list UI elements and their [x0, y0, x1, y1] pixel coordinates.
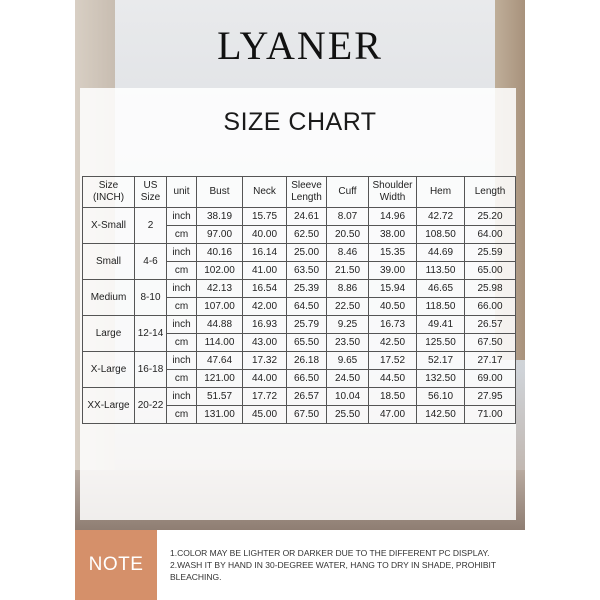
measurement-cell: 47.64	[197, 352, 243, 370]
measurement-cell: 24.50	[327, 370, 369, 388]
measurement-cell: 40.50	[369, 298, 417, 316]
us-size-value: 4-6	[135, 244, 167, 280]
measurement-cell: 9.25	[327, 316, 369, 334]
measurement-cell: 8.46	[327, 244, 369, 262]
measurement-cell: 97.00	[197, 226, 243, 244]
measurement-cell: 25.79	[287, 316, 327, 334]
header-shoulder-width: Shoulder Width	[369, 177, 417, 208]
header-neck: Neck	[243, 177, 287, 208]
measurement-cell: 44.69	[417, 244, 465, 262]
measurement-cell: 16.54	[243, 280, 287, 298]
unit-label: cm	[167, 262, 197, 280]
measurement-cell: 25.50	[327, 406, 369, 424]
measurement-cell: 46.65	[417, 280, 465, 298]
measurement-cell: 40.00	[243, 226, 287, 244]
measurement-cell: 38.00	[369, 226, 417, 244]
us-size-value: 16-18	[135, 352, 167, 388]
header-unit: unit	[167, 177, 197, 208]
unit-label: inch	[167, 388, 197, 406]
size-label: X-Small	[83, 208, 135, 244]
unit-label: cm	[167, 226, 197, 244]
measurement-cell: 17.32	[243, 352, 287, 370]
measurement-cell: 27.17	[465, 352, 516, 370]
measurement-cell: 9.65	[327, 352, 369, 370]
table-row	[83, 208, 516, 226]
measurement-cell: 44.50	[369, 370, 417, 388]
measurement-cell: 16.93	[243, 316, 287, 334]
measurement-cell: 131.00	[197, 406, 243, 424]
measurement-cell: 102.00	[197, 262, 243, 280]
table-header-row	[83, 177, 516, 208]
measurement-cell: 18.50	[369, 388, 417, 406]
measurement-cell: 10.04	[327, 388, 369, 406]
measurement-cell: 25.98	[465, 280, 516, 298]
measurement-cell: 16.14	[243, 244, 287, 262]
measurement-cell: 43.00	[243, 334, 287, 352]
measurement-cell: 42.50	[369, 334, 417, 352]
unit-label: inch	[167, 244, 197, 262]
us-size-value: 20-22	[135, 388, 167, 424]
header-us-size: US Size	[135, 177, 167, 208]
measurement-cell: 66.50	[287, 370, 327, 388]
measurement-cell: 42.72	[417, 208, 465, 226]
us-size-value: 12-14	[135, 316, 167, 352]
measurement-cell: 8.07	[327, 208, 369, 226]
measurement-cell: 24.61	[287, 208, 327, 226]
unit-label: cm	[167, 406, 197, 424]
measurement-cell: 27.95	[465, 388, 516, 406]
measurement-cell: 67.50	[287, 406, 327, 424]
measurement-cell: 22.50	[327, 298, 369, 316]
measurement-cell: 20.50	[327, 226, 369, 244]
unit-label: inch	[167, 352, 197, 370]
measurement-cell: 25.20	[465, 208, 516, 226]
note-line-1: 1.COLOR MAY BE LIGHTER OR DARKER DUE TO THE DIFFERENT PC DISPLAY.	[170, 548, 490, 558]
us-size-value: 8-10	[135, 280, 167, 316]
header-sleeve-length: Sleeve Length	[287, 177, 327, 208]
measurement-cell: 108.50	[417, 226, 465, 244]
measurement-cell: 38.19	[197, 208, 243, 226]
measurement-cell: 26.57	[287, 388, 327, 406]
measurement-cell: 114.00	[197, 334, 243, 352]
measurement-cell: 44.00	[243, 370, 287, 388]
measurement-cell: 56.10	[417, 388, 465, 406]
measurement-cell: 25.39	[287, 280, 327, 298]
unit-label: inch	[167, 280, 197, 298]
measurement-cell: 67.50	[465, 334, 516, 352]
measurement-cell: 47.00	[369, 406, 417, 424]
measurement-cell: 15.75	[243, 208, 287, 226]
unit-label: cm	[167, 298, 197, 316]
measurement-cell: 26.57	[465, 316, 516, 334]
note-line-2: 2.WASH IT BY HAND IN 30-DEGREE WATER, HANG TO DRY IN SHADE, PROHIBIT BLEACHING.	[170, 560, 496, 582]
measurement-cell: 65.50	[287, 334, 327, 352]
unit-label: cm	[167, 334, 197, 352]
table-row	[83, 352, 516, 370]
measurement-cell: 45.00	[243, 406, 287, 424]
measurement-cell: 64.50	[287, 298, 327, 316]
measurement-cell: 40.16	[197, 244, 243, 262]
measurement-cell: 16.73	[369, 316, 417, 334]
measurement-cell: 62.50	[287, 226, 327, 244]
measurement-cell: 65.00	[465, 262, 516, 280]
note-text	[170, 547, 520, 583]
measurement-cell: 63.50	[287, 262, 327, 280]
measurement-cell: 132.50	[417, 370, 465, 388]
size-label: X-Large	[83, 352, 135, 388]
note-label: NOTE	[75, 530, 157, 600]
measurement-cell: 69.00	[465, 370, 516, 388]
measurement-cell: 26.18	[287, 352, 327, 370]
measurement-cell: 125.50	[417, 334, 465, 352]
measurement-cell: 64.00	[465, 226, 516, 244]
measurement-cell: 15.35	[369, 244, 417, 262]
table-row	[83, 244, 516, 262]
size-table	[82, 176, 516, 424]
header-bust: Bust	[197, 177, 243, 208]
brand-logo: LYANER	[217, 23, 383, 68]
unit-label: inch	[167, 316, 197, 334]
header-length: Length	[465, 177, 516, 208]
measurement-cell: 142.50	[417, 406, 465, 424]
measurement-cell: 23.50	[327, 334, 369, 352]
measurement-cell: 8.86	[327, 280, 369, 298]
measurement-cell: 14.96	[369, 208, 417, 226]
measurement-cell: 49.41	[417, 316, 465, 334]
size-label: XX-Large	[83, 388, 135, 424]
size-label: Small	[83, 244, 135, 280]
size-chart-title: SIZE CHART	[223, 108, 377, 136]
measurement-cell: 41.00	[243, 262, 287, 280]
measurement-cell: 17.52	[369, 352, 417, 370]
table-row	[83, 388, 516, 406]
table-row	[83, 316, 516, 334]
header-size: Size (INCH)	[83, 177, 135, 208]
measurement-cell: 52.17	[417, 352, 465, 370]
measurement-cell: 107.00	[197, 298, 243, 316]
measurement-cell: 121.00	[197, 370, 243, 388]
unit-label: cm	[167, 370, 197, 388]
measurement-cell: 21.50	[327, 262, 369, 280]
measurement-cell: 39.00	[369, 262, 417, 280]
size-label: Medium	[83, 280, 135, 316]
header-hem: Hem	[417, 177, 465, 208]
measurement-cell: 51.57	[197, 388, 243, 406]
measurement-cell: 71.00	[465, 406, 516, 424]
measurement-cell: 25.59	[465, 244, 516, 262]
measurement-cell: 15.94	[369, 280, 417, 298]
measurement-cell: 66.00	[465, 298, 516, 316]
size-label: Large	[83, 316, 135, 352]
us-size-value: 2	[135, 208, 167, 244]
measurement-cell: 25.00	[287, 244, 327, 262]
measurement-cell: 44.88	[197, 316, 243, 334]
measurement-cell: 118.50	[417, 298, 465, 316]
measurement-cell: 42.00	[243, 298, 287, 316]
measurement-cell: 17.72	[243, 388, 287, 406]
unit-label: inch	[167, 208, 197, 226]
header-cuff: Cuff	[327, 177, 369, 208]
measurement-cell: 113.50	[417, 262, 465, 280]
measurement-cell: 42.13	[197, 280, 243, 298]
table-row	[83, 280, 516, 298]
